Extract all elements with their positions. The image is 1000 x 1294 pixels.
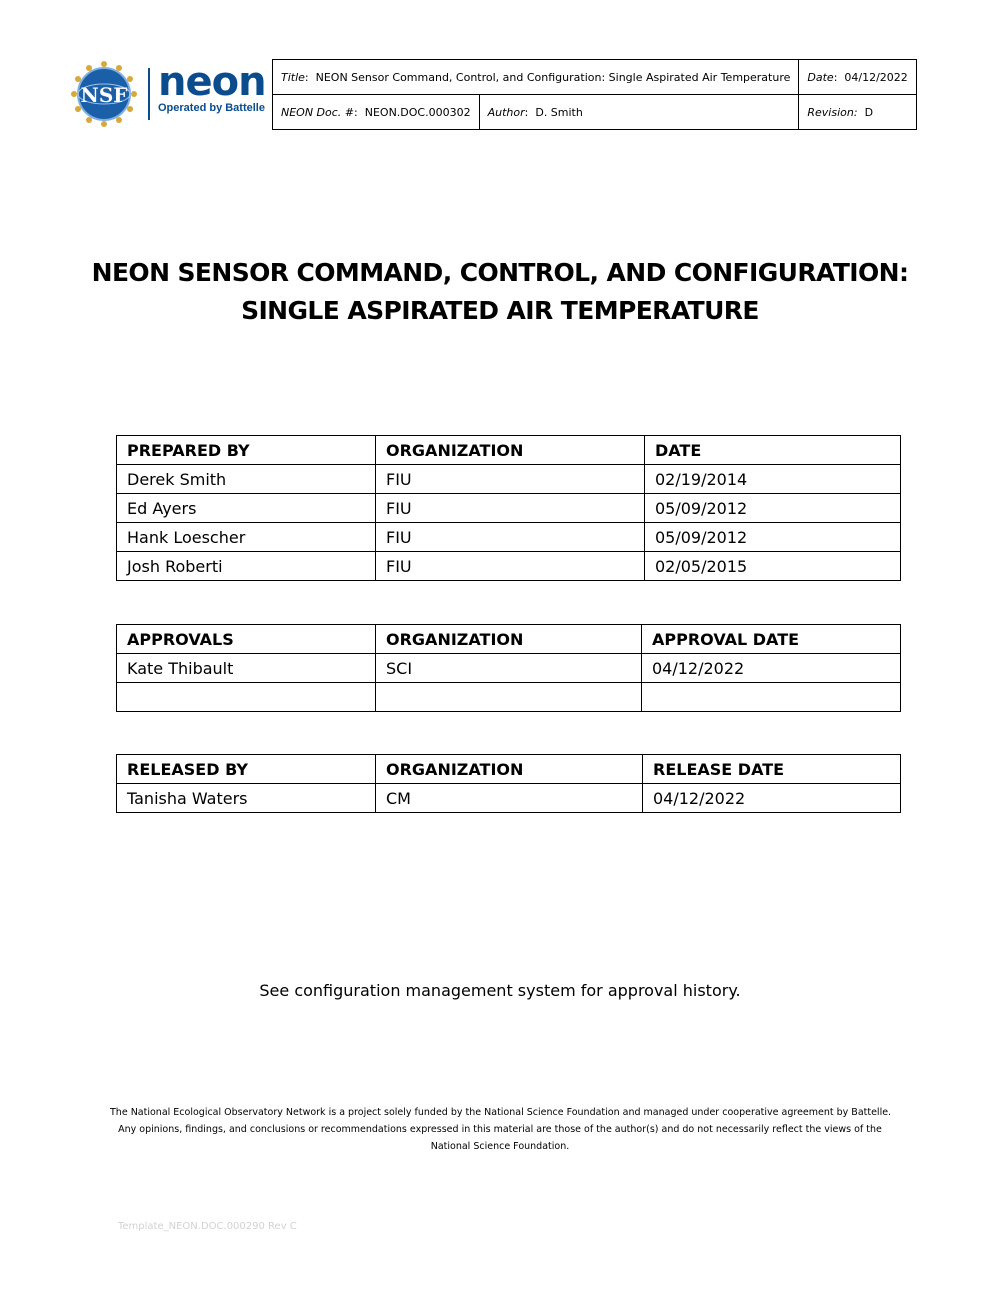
funding-disclaimer: [110, 1104, 890, 1155]
table-cell: FIU: [376, 494, 645, 523]
neon-wordmark: neon: [158, 59, 266, 105]
date-cell: Date: 04/12/2022: [799, 60, 916, 95]
revision-value: D: [864, 105, 874, 119]
table-cell: 04/12/2022: [643, 784, 901, 813]
table-cell: Hank Loescher: [117, 523, 376, 552]
table-cell: [642, 683, 901, 712]
table-cell: Josh Roberti: [117, 552, 376, 581]
docnum-key: NEON Doc. #: [281, 105, 355, 119]
author-value: D. Smith: [535, 105, 583, 119]
table-cell: FIU: [376, 465, 645, 494]
table-header-row: [117, 625, 901, 654]
table-header-cell: ORGANIZATION: [376, 625, 642, 654]
table-cell: 04/12/2022: [642, 654, 901, 683]
disclaimer-line3: National Science Foundation.: [430, 1141, 570, 1152]
title-cell: Title: NEON Sensor Command, Control, and Configuration: Single Aspirated Air Temperature: [273, 60, 799, 95]
table-header-cell: RELEASED BY: [117, 755, 376, 784]
revision-cell: [799, 95, 916, 130]
title-key: Title: [281, 70, 305, 84]
table-header-row: [117, 755, 901, 784]
neon-nsf-logo: [68, 58, 268, 130]
table-header-cell: APPROVAL DATE: [642, 625, 901, 654]
table-cell: 02/19/2014: [645, 465, 901, 494]
approval-history-note: See configuration management system for approval history.: [259, 981, 741, 1000]
table-row: [117, 465, 901, 494]
table-row: [117, 523, 901, 552]
title-value: NEON Sensor Command, Control, and Configuration: Single Aspirated Air Temperature: [315, 70, 791, 84]
table-cell: Tanisha Waters: [117, 784, 376, 813]
nsf-seal-text: NSF: [80, 83, 128, 107]
table-row: [117, 494, 901, 523]
document-title-line2: SINGLE ASPIRATED AIR TEMPERATURE: [241, 296, 759, 325]
revision-key: Revision:: [807, 105, 858, 119]
docnum-cell: NEON Doc. #: NEON.DOC.000302: [273, 95, 480, 130]
table-cell: SCI: [376, 654, 642, 683]
table-cell: 05/09/2012: [645, 523, 901, 552]
document-title: [0, 254, 1000, 330]
table-row: [117, 784, 901, 813]
table-header-cell: DATE: [645, 436, 901, 465]
table-header-cell: RELEASE DATE: [643, 755, 901, 784]
nsf-seal-icon: [68, 58, 140, 130]
table-cell: Kate Thibault: [117, 654, 376, 683]
table-header-cell: PREPARED BY: [117, 436, 376, 465]
table-cell: 05/09/2012: [645, 494, 901, 523]
table-cell: Derek Smith: [117, 465, 376, 494]
table-row: [117, 552, 901, 581]
neon-subtitle: Operated by Battelle: [158, 102, 265, 114]
author-cell: Author: D. Smith: [479, 95, 799, 130]
table-header-cell: APPROVALS: [117, 625, 376, 654]
table-header-cell: ORGANIZATION: [376, 436, 645, 465]
table-header-row: [117, 436, 901, 465]
approvals-table: [116, 624, 901, 712]
disclaimer-line2: Any opinions, findings, and conclusions or recommendations expressed in this material are those of the author(s) and do not necessarily reflect the views of the: [118, 1124, 882, 1135]
docnum-value: NEON.DOC.000302: [364, 105, 471, 119]
table-cell: Ed Ayers: [117, 494, 376, 523]
document-title-line1: NEON SENSOR COMMAND, CONTROL, AND CONFIGURATION:: [91, 258, 909, 287]
logo-divider: [148, 68, 150, 120]
date-value: 04/12/2022: [844, 70, 908, 84]
table-row: [117, 654, 901, 683]
disclaimer-line1: The National Ecological Observatory Network is a project solely funded by the National Science Foundation and managed under cooperative agreement by Battelle.: [110, 1107, 892, 1118]
table-cell: 02/05/2015: [645, 552, 901, 581]
template-id: Template_NEON.DOC.000290 Rev C: [118, 1221, 297, 1232]
released-by-table: [116, 754, 901, 813]
author-key: Author: [487, 105, 525, 119]
document-header-table: [272, 59, 917, 130]
table-cell: [376, 683, 642, 712]
table-header-cell: ORGANIZATION: [376, 755, 643, 784]
table-cell: CM: [376, 784, 643, 813]
table-row: [117, 683, 901, 712]
date-key: Date: [807, 70, 834, 84]
table-cell: FIU: [376, 523, 645, 552]
table-cell: FIU: [376, 552, 645, 581]
prepared-by-table: [116, 435, 901, 581]
table-cell: [117, 683, 376, 712]
